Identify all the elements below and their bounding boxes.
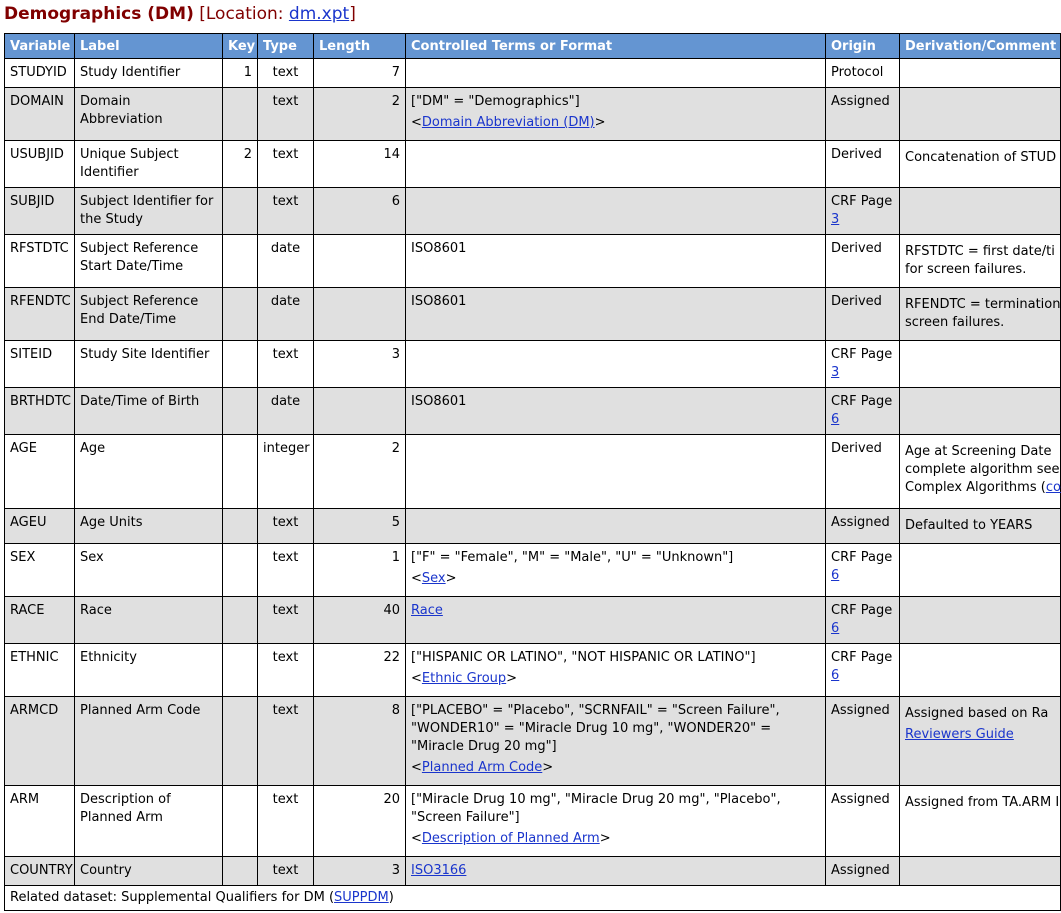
cell-label: Sex: [75, 544, 223, 597]
table-body: [5, 59, 1061, 911]
cell-variable: RFENDTC: [5, 288, 75, 341]
reviewers-guide-reference: [905, 726, 1055, 744]
derivation-text: [905, 443, 1061, 497]
cell-length: [314, 388, 406, 435]
cell-key: [223, 697, 258, 786]
cell-origin: [826, 697, 900, 786]
column-header-length: Length: [314, 34, 406, 59]
related-dataset-text: Related dataset: Supplemental Qualifiers for DM (: [10, 890, 335, 905]
cell-type: text: [258, 188, 314, 235]
cell-controlled-terms: [406, 509, 826, 544]
cell-origin: [826, 857, 900, 886]
origin-text: CRF Page: [831, 194, 893, 209]
cell-derivation-comment: [900, 644, 1061, 697]
table-row: [5, 88, 1061, 141]
cell-label: Ethnicity: [75, 644, 223, 697]
cell-label: Race: [75, 597, 223, 644]
cell-label: Study Site Identifier: [75, 341, 223, 388]
cell-origin: [826, 188, 900, 235]
derivation-text-content: Defaulted to YEARS: [905, 518, 1033, 533]
controlled-terms-text: ["F" = "Female", "M" = "Male", "U" = "Unknown"]: [411, 550, 734, 565]
derivation-text-content: RFSTDTC = first date/ti for screen failures.: [905, 244, 1055, 277]
cell-length: 22: [314, 644, 406, 697]
cell-type: text: [258, 597, 314, 644]
derivation-text: [905, 243, 1055, 279]
codelist-reference: <Ethnic Group>: [411, 671, 518, 686]
related-dataset-suffix: ): [388, 890, 394, 905]
crf-page-link[interactable]: 3: [831, 365, 840, 380]
origin-text: Assigned: [831, 703, 890, 718]
origin-text: CRF Page: [831, 347, 893, 362]
table-header-row: [5, 34, 1061, 59]
cell-key: [223, 597, 258, 644]
origin-text: Derived: [831, 294, 882, 309]
cell-length: 7: [314, 59, 406, 88]
cell-origin: [826, 644, 900, 697]
cell-type: text: [258, 544, 314, 597]
derivation-text: [905, 517, 1055, 535]
cell-type: text: [258, 59, 314, 88]
cell-controlled-terms: [406, 59, 826, 88]
cell-variable: STUDYID: [5, 59, 75, 88]
cell-length: 6: [314, 188, 406, 235]
cell-type: text: [258, 509, 314, 544]
cell-origin: [826, 59, 900, 88]
metadata-table-container: [4, 33, 1061, 913]
cell-origin: [826, 141, 900, 188]
cell-derivation-comment: [900, 141, 1061, 188]
cell-variable: USUBJID: [5, 141, 75, 188]
codelist-link[interactable]: Domain Abbreviation (DM): [421, 115, 595, 130]
cell-derivation-comment: [900, 341, 1061, 388]
location-link[interactable]: dm.xpt: [288, 4, 350, 24]
cell-label: Domain Abbreviation: [75, 88, 223, 141]
related-dataset-row: [5, 886, 1061, 911]
table-row: [5, 435, 1061, 509]
table-row: [5, 59, 1061, 88]
cell-controlled-terms: [406, 544, 826, 597]
cell-derivation-comment: [900, 59, 1061, 88]
dataset-title: Demographics (DM): [4, 4, 194, 24]
cell-controlled-terms: [406, 786, 826, 857]
cell-key: [223, 288, 258, 341]
cell-controlled-terms: [406, 288, 826, 341]
table-row: [5, 544, 1061, 597]
cell-length: 5: [314, 509, 406, 544]
cell-derivation-comment: [900, 857, 1061, 886]
cell-origin: [826, 341, 900, 388]
cell-type: date: [258, 235, 314, 288]
derivation-text-content: RFENDTC = termination screen failures.: [905, 297, 1061, 330]
cell-length: [314, 235, 406, 288]
codelist-reference: <Description of Planned Arm>: [411, 831, 611, 846]
origin-text: CRF Page: [831, 394, 893, 409]
cell-label: Unique Subject Identifier: [75, 141, 223, 188]
origin-text: Assigned: [831, 94, 890, 109]
controlled-terms-text: ISO8601: [411, 394, 467, 409]
column-header-derivation-comment: Derivation/Comment: [900, 34, 1061, 59]
derivation-text: [905, 149, 1055, 167]
controlled-terms-text: ISO8601: [411, 241, 467, 256]
cell-controlled-terms: [406, 388, 826, 435]
cell-variable: BRTHDTC: [5, 388, 75, 435]
cell-derivation-comment: [900, 786, 1061, 857]
crf-page-link[interactable]: 6: [831, 412, 840, 427]
cell-variable: SITEID: [5, 341, 75, 388]
cell-length: 2: [314, 88, 406, 141]
codelist-link[interactable]: Sex: [421, 571, 446, 586]
cell-label: Subject Reference Start Date/Time: [75, 235, 223, 288]
cell-key: [223, 435, 258, 509]
column-header-key: Key: [223, 34, 258, 59]
cell-variable: AGEU: [5, 509, 75, 544]
cell-type: text: [258, 141, 314, 188]
derivation-text-content: Assigned from TA.ARM I: [905, 795, 1060, 810]
codelist-reference: <Domain Abbreviation (DM)>: [411, 115, 606, 130]
cell-type: text: [258, 697, 314, 786]
metadata-table: [4, 33, 1061, 911]
cell-controlled-terms: [406, 644, 826, 697]
cell-derivation-comment: [900, 288, 1061, 341]
table-row: [5, 786, 1061, 857]
cell-type: date: [258, 388, 314, 435]
table-row: [5, 597, 1061, 644]
origin-text: Assigned: [831, 863, 890, 878]
cell-type: integer: [258, 435, 314, 509]
cell-type: text: [258, 88, 314, 141]
cell-variable: SUBJID: [5, 188, 75, 235]
derivation-text: [905, 794, 1060, 812]
cell-length: 3: [314, 857, 406, 886]
cell-key: [223, 235, 258, 288]
table-row: [5, 341, 1061, 388]
table-row: [5, 141, 1061, 188]
cell-controlled-terms: [406, 88, 826, 141]
suppdm-link[interactable]: SUPPDM: [334, 890, 389, 905]
cell-key: [223, 88, 258, 141]
controlled-terms-text: ["HISPANIC OR LATINO", "NOT HISPANIC OR LATINO"]: [411, 650, 756, 665]
cell-derivation-comment: [900, 88, 1061, 141]
origin-text: Assigned: [831, 515, 890, 530]
cell-length: 14: [314, 141, 406, 188]
cell-key: [223, 188, 258, 235]
cell-variable: COUNTRY: [5, 857, 75, 886]
cell-derivation-comment: [900, 388, 1061, 435]
location-suffix: ]: [349, 4, 356, 24]
cell-controlled-terms: [406, 597, 826, 644]
origin-text: CRF Page: [831, 550, 893, 565]
location-prefix: [Location:: [199, 4, 289, 24]
cell-controlled-terms: [406, 235, 826, 288]
derivation-text: [905, 705, 1055, 723]
cell-type: text: [258, 341, 314, 388]
table-row: [5, 857, 1061, 886]
cell-label: Date/Time of Birth: [75, 388, 223, 435]
controlled-terms-text: ["Miracle Drug 10 mg", "Miracle Drug 20 mg", "Placebo", "Screen Failure"]: [411, 792, 781, 825]
cell-origin: [826, 786, 900, 857]
crf-page-link[interactable]: 3: [831, 212, 840, 227]
codelist-link[interactable]: Description of Planned Arm: [421, 831, 600, 846]
codelist-reference: <Sex>: [411, 571, 457, 586]
cell-label: Age Units: [75, 509, 223, 544]
cell-key: [223, 644, 258, 697]
cell-type: text: [258, 857, 314, 886]
derivation-text-content: Assigned based on Ra: [905, 706, 1049, 721]
cell-key: [223, 509, 258, 544]
cell-derivation-comment: [900, 697, 1061, 786]
cell-key: [223, 544, 258, 597]
controlled-terms-text: ISO8601: [411, 294, 467, 309]
codelist-link[interactable]: Ethnic Group: [421, 671, 507, 686]
origin-text: CRF Page: [831, 650, 893, 665]
codelist-link[interactable]: ISO3166: [411, 863, 467, 878]
cell-origin: [826, 235, 900, 288]
cell-length: 2: [314, 435, 406, 509]
origin-text: CRF Page: [831, 603, 893, 618]
cell-controlled-terms: [406, 857, 826, 886]
dataset-heading: [4, 2, 356, 28]
column-header-origin: Origin: [826, 34, 900, 59]
derivation-text-content: Concatenation of STUD: [905, 150, 1057, 165]
cell-key: 2: [223, 141, 258, 188]
derivation-text-content: Age at Screening Date complete algorithm see Complex Algorithms (: [905, 444, 1060, 495]
column-header-type: Type: [258, 34, 314, 59]
cell-derivation-comment: [900, 597, 1061, 644]
cell-type: text: [258, 644, 314, 697]
cell-length: 20: [314, 786, 406, 857]
cell-key: [223, 786, 258, 857]
cell-length: 8: [314, 697, 406, 786]
cell-type: text: [258, 786, 314, 857]
cell-label: Description of Planned Arm: [75, 786, 223, 857]
cell-variable: SEX: [5, 544, 75, 597]
cell-derivation-comment: [900, 188, 1061, 235]
cell-derivation-comment: [900, 435, 1061, 509]
controlled-terms-text: ["PLACEBO" = "Placebo", "SCRNFAIL" = "Screen Failure", "WONDER10" = "Miracle Drug 10 mg", "WONDER20" = "Miracle Drug 20 mg"]: [411, 703, 780, 754]
origin-text: Assigned: [831, 792, 890, 807]
cell-label: Study Identifier: [75, 59, 223, 88]
origin-text: Derived: [831, 241, 882, 256]
codelist-link[interactable]: Planned Arm Code: [421, 760, 543, 775]
table-row: [5, 509, 1061, 544]
table-row: [5, 697, 1061, 786]
table-row: [5, 235, 1061, 288]
column-header-variable: Variable: [5, 34, 75, 59]
cell-variable: ARM: [5, 786, 75, 857]
cell-controlled-terms: [406, 697, 826, 786]
cell-origin: [826, 388, 900, 435]
cell-label: Country: [75, 857, 223, 886]
cell-variable: RACE: [5, 597, 75, 644]
crf-page-link[interactable]: 6: [831, 568, 840, 583]
codelist-reference: <Planned Arm Code>: [411, 760, 554, 775]
cell-key: [223, 341, 258, 388]
derivation-text: [905, 296, 1061, 332]
related-dataset-cell: [5, 886, 1061, 911]
cell-length: [314, 288, 406, 341]
cell-derivation-comment: [900, 509, 1061, 544]
origin-text: Derived: [831, 441, 882, 456]
cell-label: Age: [75, 435, 223, 509]
cell-length: 1: [314, 544, 406, 597]
table-row: [5, 188, 1061, 235]
cell-controlled-terms: [406, 435, 826, 509]
cell-label: Planned Arm Code: [75, 697, 223, 786]
cell-variable: AGE: [5, 435, 75, 509]
table-row: [5, 644, 1061, 697]
cell-label: Subject Identifier for the Study: [75, 188, 223, 235]
column-header-controlled-terms: Controlled Terms or Format: [406, 34, 826, 59]
cell-origin: [826, 88, 900, 141]
cell-controlled-terms: [406, 188, 826, 235]
cell-label: Subject Reference End Date/Time: [75, 288, 223, 341]
cell-length: 40: [314, 597, 406, 644]
algorithm-link[interactable]: co: [1045, 480, 1061, 495]
table-row: [5, 388, 1061, 435]
cell-variable: RFSTDTC: [5, 235, 75, 288]
cell-derivation-comment: [900, 235, 1061, 288]
cell-key: [223, 388, 258, 435]
cell-origin: [826, 509, 900, 544]
cell-origin: [826, 544, 900, 597]
cell-variable: ARMCD: [5, 697, 75, 786]
cell-variable: ETHNIC: [5, 644, 75, 697]
cell-key: [223, 857, 258, 886]
column-header-label: Label: [75, 34, 223, 59]
crf-page-link[interactable]: 6: [831, 668, 840, 683]
codelist-link[interactable]: Race: [411, 603, 443, 618]
origin-text: Protocol: [831, 65, 884, 80]
cell-variable: DOMAIN: [5, 88, 75, 141]
controlled-terms-text: ["DM" = "Demographics"]: [411, 94, 580, 109]
cell-type: date: [258, 288, 314, 341]
crf-page-link[interactable]: 6: [831, 621, 840, 636]
cell-key: 1: [223, 59, 258, 88]
cell-controlled-terms: [406, 341, 826, 388]
cell-length: 3: [314, 341, 406, 388]
cell-derivation-comment: [900, 544, 1061, 597]
cell-origin: [826, 435, 900, 509]
cell-controlled-terms: [406, 141, 826, 188]
origin-text: Derived: [831, 147, 882, 162]
cell-origin: [826, 288, 900, 341]
table-row: [5, 288, 1061, 341]
reviewers-guide-link[interactable]: Reviewers Guide: [905, 727, 1014, 742]
cell-origin: [826, 597, 900, 644]
